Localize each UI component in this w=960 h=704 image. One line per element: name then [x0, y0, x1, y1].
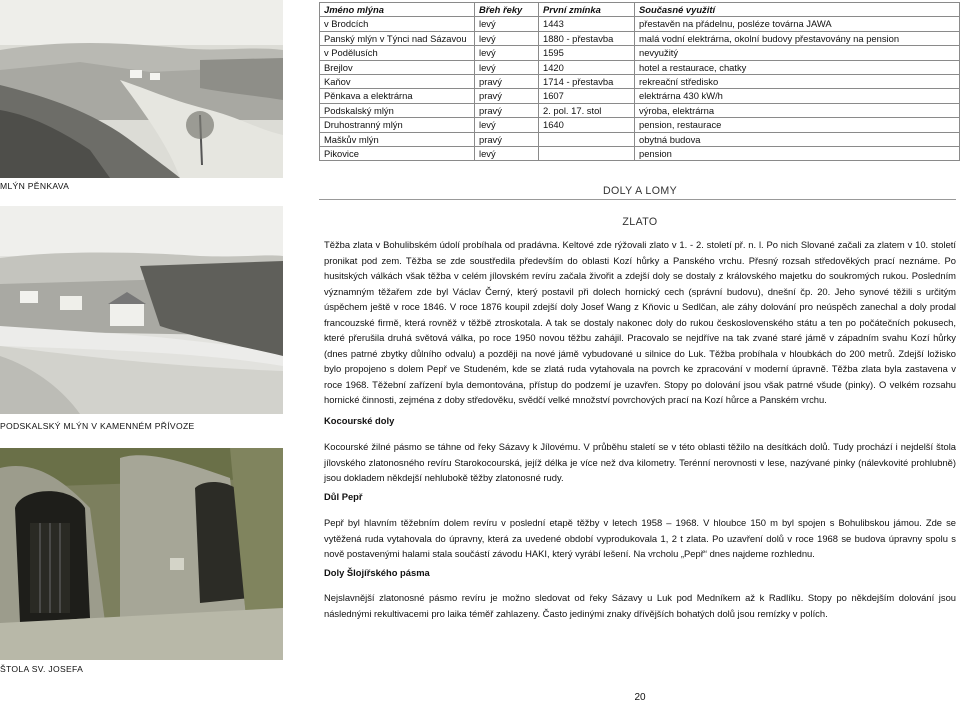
table-cell: v Podělusích: [320, 46, 475, 60]
table-cell: rekreační středisko: [635, 75, 960, 89]
table-cell: Panský mlýn v Týnci nad Sázavou: [320, 31, 475, 45]
section-heading-doly-a-lomy: DOLY A LOMY: [602, 185, 678, 197]
table-cell: 1443: [539, 17, 635, 31]
table-cell: Podskalský mlýn: [320, 103, 475, 117]
photo-caption: MLÝN PĚNKAVA: [0, 181, 70, 191]
table-cell: Pěnkava a elektrárna: [320, 89, 475, 103]
table-cell: pravý: [475, 132, 539, 146]
table-cell: levý: [475, 46, 539, 60]
photo-caption: ŠTOLA SV. JOSEFA: [0, 664, 84, 674]
table-cell: pension, restaurace: [635, 118, 960, 132]
table-cell: hotel a restaurace, chatky: [635, 60, 960, 74]
table-cell: 1420: [539, 60, 635, 74]
photo-mlyn-penkava: [0, 0, 283, 178]
photo-stola-sv-josefa: [0, 448, 283, 660]
table-cell: pravý: [475, 103, 539, 117]
table-cell: levý: [475, 31, 539, 45]
table-cell: [539, 132, 635, 146]
subheading-doly-slojirskeho-pasma: Doly Šlojířského pásma: [324, 567, 430, 578]
table-cell: levý: [475, 60, 539, 74]
table-cell: Brejlov: [320, 60, 475, 74]
table-row: [320, 46, 960, 60]
subheading-dul-pepr: Důl Pepř: [324, 491, 363, 502]
table-header-row: [320, 3, 960, 17]
table-cell: levý: [475, 147, 539, 161]
table-cell: 1595: [539, 46, 635, 60]
table-cell: levý: [475, 17, 539, 31]
table-row: [320, 89, 960, 103]
mills-table: [319, 2, 960, 161]
table-cell: 2. pol. 17. stol: [539, 103, 635, 117]
table-row: [320, 147, 960, 161]
table-header-cell: První zmínka: [539, 3, 635, 17]
paragraph-kocourske-doly: Kocourské žilné pásmo se táhne od řeky Sázavy k Jílovému. V průběhu staletí se v této oblasti těžilo na desítkách dolů. Tudy prochází i nejdelší štola jílovského zlatonosného revíru Starokocourská, jejíž délka je více než dva kilometry. Terénní nerovnosti v lese, nazývané pinky (nálevkovité prohlubně) jsou dokladem někdejší nehlubokě těžby zlatonosné rudy.: [324, 441, 956, 483]
table-cell: 1640: [539, 118, 635, 132]
section-divider: [319, 199, 956, 200]
table-cell: nevyužitý: [635, 46, 960, 60]
paragraph-doly-slojirskeho-pasma: Nejslavnější zlatonosné pásmo revíru je možno sledovat od řeky Sázavy u Luk pod Medníkem až k Radlíku. Stopy po někdejším dolování jsou následnými rekultivacemi pro laika téměř zahlazeny. Často jedinými znaky dřívějších bohatých dolů jsou remízky v polích.: [324, 592, 956, 619]
paragraph-dul-pepr: Pepř byl hlavním těžebním dolem revíru v poslední etapě těžby v letech 1958 – 1968. V hloubce 150 m byl spojen s Bohulibskou jámou. Zde se vytěžená ruda vytahovala do úpravny, která za uvedené období vyprodukovala 1, 2 t zlata. Po uzavření dolů v roce 1968 se budova úpravny spolu s nově postavenými halami stala součástí závodu HAKI, který vyrábí lešení. Na vrcholu „Pepř“ dnes najdeme rozhlednu.: [324, 517, 956, 559]
table-cell: pension: [635, 147, 960, 161]
table-cell: 1714 - přestavba: [539, 75, 635, 89]
table-cell: Kaňov: [320, 75, 475, 89]
section-heading-zlato: ZLATO: [622, 216, 658, 228]
table-cell: výroba, elektrárna: [635, 103, 960, 117]
table-cell: 1607: [539, 89, 635, 103]
table-header-cell: Jméno mlýna: [320, 3, 475, 17]
photo-caption: PODSKALSKÝ MLÝN V KAMENNÉM PŘÍVOZE: [0, 421, 195, 431]
table-header-cell: Břeh řeky: [475, 3, 539, 17]
subheading-kocourske-doly: Kocourské doly: [324, 415, 395, 426]
table-row: [320, 31, 960, 45]
table-cell: levý: [475, 118, 539, 132]
table-cell: 1880 - přestavba: [539, 31, 635, 45]
table-cell: [539, 147, 635, 161]
table-cell: Druhostranný mlýn: [320, 118, 475, 132]
table-row: [320, 103, 960, 117]
table-cell: pravý: [475, 89, 539, 103]
table-row: [320, 132, 960, 146]
photo-podskalsky-mlyn: [0, 206, 283, 414]
page-number: 20: [634, 692, 646, 703]
table-row: [320, 118, 960, 132]
table-cell: v Brodcích: [320, 17, 475, 31]
paragraph-zlato: Těžba zlata v Bohulibském údolí probíhala od pradávna. Keltové zde rýžovali zlato v 1. - 2. století př. n. l. Po nich Slované začali za zlatem v 10. století pronikat pod zem. Těžba se zde soustředila především do oblasti Kozí hůrky a Panského vrchu. Přesný rozsah středověkých prací neznáme. Po husitských válkách však těžba v celém jílovském revíru začala živořit a zdejší doly se dostaly z královského majetku do soukromých rukou. Posledním významným těžařem zde byl Václav Černý, který postavil při dolech hornický cech (správní budovu), dnešní čp. 20. Jeho synové těžili s určitým úspěchem ještě v roce 1846. V roce 1876 koupil zdejší doly Josef Wang z Kňovic u Sedlčan, ale záhy dolování pro neúspěch zanechal a doly prodal francouzské firmě, která rovněž v těžbě ztroskotala. A tak se dostaly nakonec doly do rukou československého státu a ten po počátečních pokusech, které přerušila druhá světová válka, po roce 1950 novou těžbu zahájil. Pracovalo se nejdříve na tak zvané staré jámě v západním svahu Kozí hůrky (dnes patrné zbytky důlního odvalu) a později na nové jámě vybudované u silnice do Luk. Těžba probíhala v hloubkách do 200 metrů. Zdejší ložisko bylo propojeno s dolem Pepř ve Studeném, kde se zlatá ruda vytahovala na povrch ke zpracování v moderní úpravně. Těžba zlata byla zastavena v roce 1968. Těžební zařízení byla demontována, přístup do podzemí je uzavřen. Stopy po dolování jsou však patrné všude (pinky). O velkém rozsahu hornické činnosti, zejména z doby středověku, svědčí velké množství povrchových prací na Kozí hůrce a Panském vrchu.: [324, 239, 956, 405]
table-row: [320, 75, 960, 89]
table-row: [320, 60, 960, 74]
table-cell: pravý: [475, 75, 539, 89]
table-cell: malá vodní elektrárna, okolní budovy přestavovány na pension: [635, 31, 960, 45]
table-cell: Maškův mlýn: [320, 132, 475, 146]
table-cell: Pikovice: [320, 147, 475, 161]
table-row: [320, 17, 960, 31]
table-cell: obytná budova: [635, 132, 960, 146]
table-header-cell: Současné využití: [635, 3, 960, 17]
table-cell: přestavěn na přádelnu, posléze továrna JAWA: [635, 17, 960, 31]
table-cell: elektrárna 430 kW/h: [635, 89, 960, 103]
